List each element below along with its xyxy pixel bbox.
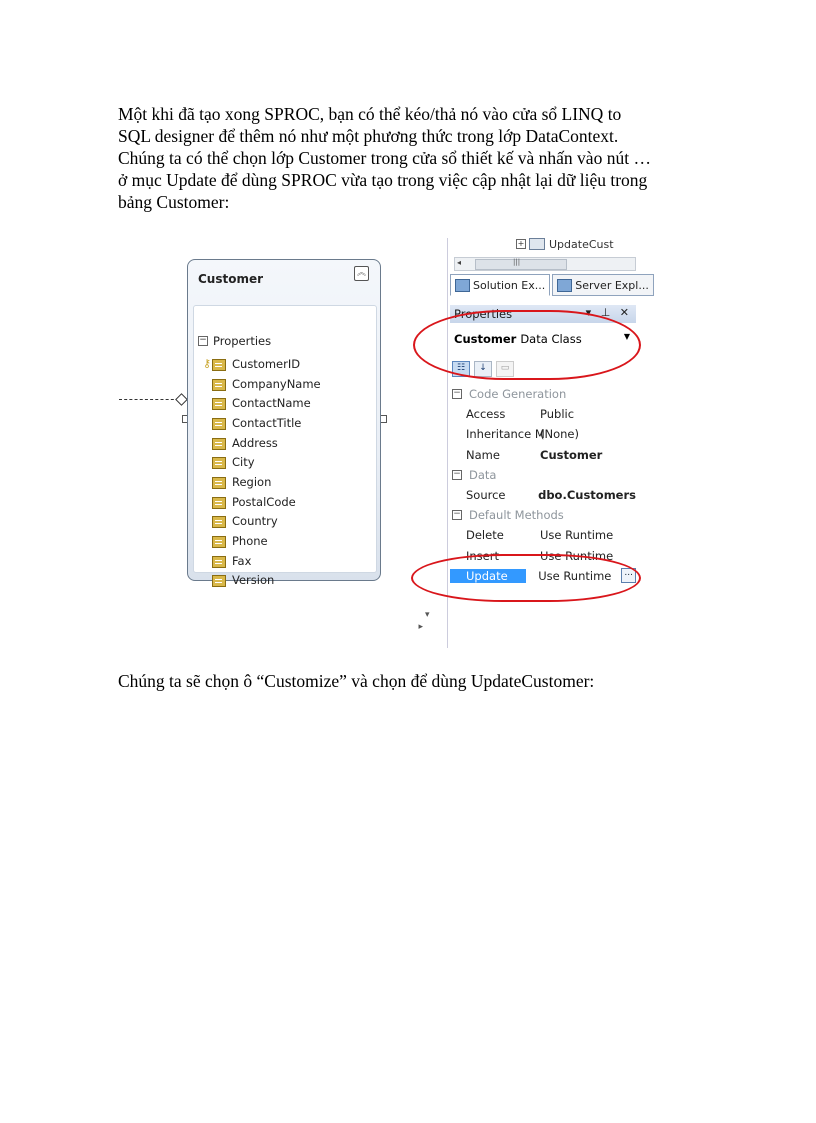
expand-icon[interactable]: + — [517, 239, 525, 248]
properties-section[interactable] — [198, 334, 271, 348]
dropdown-arrow-icon[interactable]: ▼ — [623, 332, 630, 341]
property-pages-icon[interactable]: ▭ — [496, 361, 514, 377]
key-icon: ⚷ — [203, 356, 212, 370]
property-name: Inheritance M — [466, 427, 545, 442]
collapse-minus-icon[interactable]: − — [453, 509, 461, 520]
property-value[interactable]: Use Runtime — [540, 548, 614, 563]
category-label: Code Generation — [469, 387, 567, 402]
solution-explorer-icon — [455, 279, 470, 292]
explorer-tabs — [450, 274, 656, 296]
property-category[interactable] — [450, 505, 636, 525]
property-value[interactable]: Public — [540, 407, 575, 422]
property-icon — [210, 496, 225, 508]
property-name: City — [232, 455, 255, 470]
category-label: Data — [469, 467, 497, 482]
categorized-icon[interactable]: ☷ — [452, 361, 470, 377]
window-controls[interactable]: ▾ ⊥ ✕ — [585, 306, 632, 319]
property-name: Address — [232, 435, 278, 450]
scroll-left-arrow-icon[interactable]: ◂ — [457, 258, 462, 267]
collapse-minus-icon[interactable]: − — [453, 388, 461, 399]
text-line: Chúng ta có thể chọn lớp Customer trong cửa sổ thiết kế và nhấn vào nút … — [118, 148, 651, 168]
property-icon — [210, 535, 225, 547]
collapse-minus-icon[interactable]: − — [199, 335, 207, 345]
property-value[interactable]: Customer — [540, 447, 603, 462]
entity-property-row[interactable] — [210, 551, 321, 571]
tab-solution-explorer[interactable] — [450, 274, 550, 296]
property-icon — [210, 437, 225, 449]
property-icon — [210, 417, 225, 429]
tree-item[interactable] — [458, 238, 638, 250]
collapse-minus-icon[interactable]: − — [453, 468, 461, 479]
entity-property-row[interactable] — [203, 354, 321, 374]
section-label: Properties — [213, 334, 272, 348]
property-name: PostalCode — [232, 494, 296, 509]
scroll-right-arrow-icon[interactable]: ▸ — [418, 622, 423, 632]
property-list — [203, 354, 321, 590]
property-value[interactable]: Use Runtime — [538, 568, 612, 583]
entity-property-row[interactable] — [210, 452, 321, 472]
resize-handle[interactable] — [380, 415, 387, 423]
tab-server-explorer[interactable] — [552, 274, 654, 296]
entity-property-row[interactable] — [210, 393, 321, 413]
property-name: Source — [466, 488, 506, 503]
entity-property-row[interactable] — [210, 571, 321, 591]
red-highlight-ellipse — [413, 310, 641, 380]
horizontal-scrollbar[interactable] — [119, 624, 429, 634]
entity-title: Customer — [198, 272, 264, 286]
property-icon — [210, 515, 225, 527]
text-line: ở mục Update để dùng SPROC vừa tạo trong việc cập nhật lại dữ liệu trong — [118, 170, 648, 190]
property-name: Access — [466, 407, 506, 422]
category-label: Default Methods — [469, 508, 564, 523]
property-name: Insert — [466, 548, 499, 563]
property-value[interactable]: (None) — [540, 427, 579, 442]
property-name: Name — [466, 447, 500, 462]
property-row[interactable] — [450, 445, 636, 465]
association-line — [119, 399, 179, 400]
object-type: Data Class — [520, 332, 582, 346]
property-category[interactable] — [450, 384, 636, 404]
entity-property-row[interactable] — [210, 472, 321, 492]
property-name: Country — [232, 514, 278, 529]
text-line: bảng Customer: — [118, 192, 230, 212]
property-name: Phone — [232, 534, 268, 549]
server-explorer-icon — [557, 279, 572, 292]
property-icon — [210, 574, 225, 586]
tab-label: Server Expl... — [575, 278, 649, 292]
followup-paragraph — [118, 670, 718, 692]
text-line: SQL designer để thêm nó như một phương thức trong lớp DataContext. — [118, 126, 619, 146]
tab-label: Solution Ex... — [473, 278, 546, 292]
property-name: CompanyName — [232, 376, 321, 391]
tree-horizontal-scrollbar[interactable] — [454, 257, 636, 271]
alphabetical-sort-icon[interactable]: ↓ — [474, 361, 492, 377]
properties-title: Properties — [454, 307, 513, 321]
property-name: CustomerID — [232, 356, 301, 371]
property-row[interactable] — [450, 404, 636, 424]
property-icon — [203, 356, 225, 370]
tree-item-label: UpdateCust — [549, 237, 614, 251]
entity-property-row[interactable] — [210, 512, 321, 532]
property-name: ContactName — [232, 396, 311, 411]
property-name: Fax — [232, 553, 252, 568]
scroll-thumb[interactable] — [475, 259, 567, 270]
entity-property-row[interactable] — [210, 492, 321, 512]
property-row[interactable] — [450, 525, 636, 545]
property-value[interactable]: dbo.Customers — [538, 488, 636, 503]
entity-property-row[interactable] — [210, 531, 321, 551]
grip-icon: ||| — [513, 258, 521, 266]
red-highlight-ellipse — [411, 554, 641, 602]
property-category[interactable] — [450, 465, 636, 485]
property-value[interactable]: Use Runtime — [540, 528, 614, 543]
customer-entity[interactable] — [187, 259, 381, 588]
entity-property-row[interactable] — [210, 413, 321, 433]
entity-property-row[interactable] — [210, 433, 321, 453]
property-icon — [210, 555, 225, 567]
property-icon — [210, 456, 225, 468]
procedure-icon — [529, 238, 545, 250]
linq-designer-surface — [119, 238, 447, 648]
property-name: Delete — [466, 528, 504, 543]
property-name: Update — [450, 569, 526, 583]
text-line: Chúng ta sẽ chọn ô “Customize” và chọn để dùng UpdateCustomer: — [118, 671, 595, 691]
association-diamond-icon — [175, 393, 188, 406]
property-name: ContactTitle — [232, 415, 302, 430]
property-icon — [210, 378, 225, 390]
property-name: Version — [232, 573, 275, 588]
property-icon — [210, 476, 225, 488]
object-name: Customer — [454, 332, 517, 346]
property-row[interactable] — [450, 485, 636, 505]
property-name: Region — [232, 474, 272, 489]
scroll-down-arrow-icon[interactable]: ▾ — [425, 610, 430, 620]
property-icon — [210, 397, 225, 409]
screenshot-figure — [119, 237, 649, 648]
ellipsis-button[interactable]: ... — [621, 568, 636, 583]
property-row[interactable] — [450, 424, 636, 444]
text-line: Một khi đã tạo xong SPROC, bạn có thể kéo/thả nó vào cửa sổ LINQ to — [118, 104, 622, 124]
intro-paragraph — [118, 103, 718, 213]
collapse-icon[interactable]: ︽ — [354, 266, 369, 281]
entity-property-row[interactable] — [210, 374, 321, 394]
